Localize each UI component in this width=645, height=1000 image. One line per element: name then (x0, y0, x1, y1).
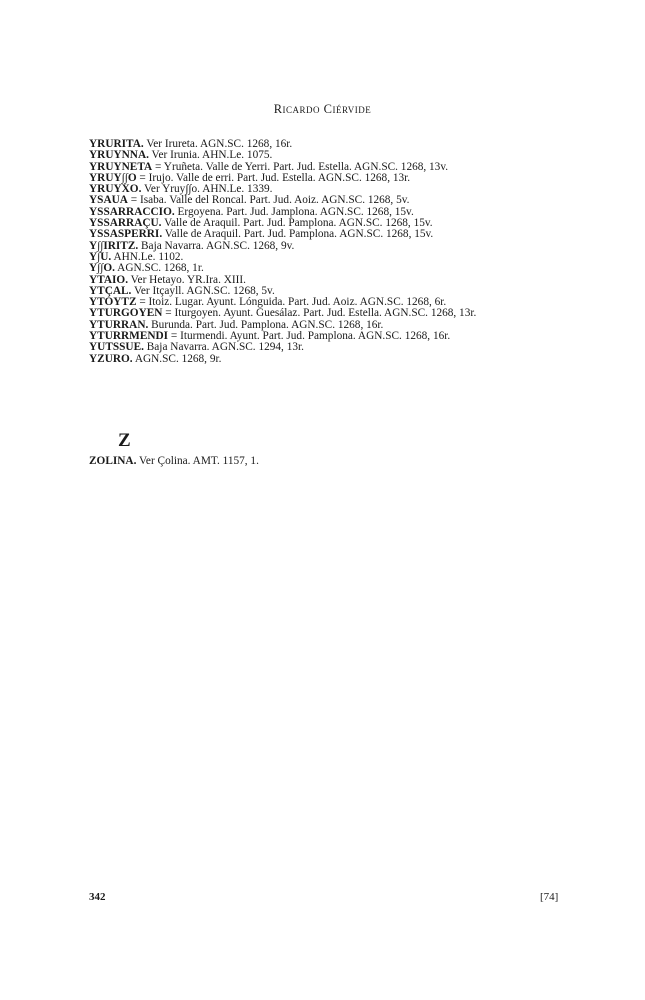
entry-text: = Iturmendi. Ayunt. Part. Jud. Pamplona. AGN.SC. 1268, 16r. (168, 330, 451, 343)
entry-text: AGN.SC. 1268, 1r. (114, 262, 204, 275)
entry-text: Ver Yruy∫∫o. AHN.Le. 1339. (141, 183, 273, 196)
entry-text: Ver Çolina. AMT. 1157, 1. (136, 455, 259, 467)
entry-text: Ver Irunia. AHN.Le. 1075. (148, 149, 273, 162)
entry-headword: YZURO. (89, 352, 133, 365)
entry-headword: YTURRAN. (89, 318, 149, 331)
entry-text: = Irujo. Valle de erri. Part. Jud. Estella. AGN.SC. 1268, 13r. (136, 171, 411, 184)
entry-headword: YUTSSUE. (89, 341, 144, 354)
entry-text: = Yruñeta. Valle de Yerri. Part. Jud. Estella. AGN.SC. 1268, 13v. (152, 160, 449, 173)
entry-headword: YTOYTZ (89, 296, 137, 309)
entry-headword: YSSARRACCIO. (89, 205, 175, 218)
entry-text: Baja Navarra. AGN.SC. 1268, 9v. (138, 239, 295, 252)
entry-headword: ZOLINA. (89, 455, 137, 467)
entry-text: = Isaba. Valle del Roncal. Part. Jud. Aoiz. AGN.SC. 1268, 5v. (127, 194, 410, 207)
entry-headword: YSSARRAÇU. (89, 217, 162, 230)
entry-text: Ver Hetayo. YR.Ira. XIII. (128, 273, 246, 286)
entry-headword: YSSASPERRI. (89, 228, 163, 241)
entry-text: Baja Navarra. AGN.SC. 1294, 13r. (143, 341, 304, 354)
bracket-page-number: [74] (540, 891, 559, 903)
entry-headword: YTURRMENDI (89, 330, 169, 343)
entry-headword: YTAIO. (89, 273, 129, 286)
entry-headword: YSAUA (89, 194, 128, 207)
entry-text: = Iturgoyen. Ayunt. Guesálaz. Part. Jud. Estella. AGN.SC. 1268, 13r. (162, 307, 477, 320)
entry-text: AGN.SC. 1268, 9r. (132, 352, 222, 365)
entry-text: Ver Itçayll. AGN.SC. 1268, 5v. (131, 284, 275, 297)
entry-headword: Y∫U. (89, 250, 112, 263)
section-letter: Z (118, 430, 131, 451)
entry-headword: Y∫∫IRITZ. (89, 239, 139, 252)
entry-headword: YRUYNNA. (89, 149, 149, 162)
entry-text: Burunda. Part. Jud. Pamplona. AGN.SC. 1268, 16r. (148, 318, 384, 331)
entry-headword: YRUYXO. (89, 183, 142, 196)
running-head: Ricardo Ciérvide (273, 102, 372, 116)
entry (89, 354, 589, 365)
entry (89, 456, 589, 467)
entry-headword: Y∫∫O. (89, 262, 115, 275)
entry-headword: YRUY∫∫O (89, 171, 137, 184)
entry-headword: YTURGOYEN (89, 307, 163, 320)
entry-text: Valle de Araquil. Part. Jud. Pamplona. AGN.SC. 1268, 15v. (162, 228, 434, 241)
entry-text: AHN.Le. 1102. (111, 250, 184, 263)
entry-text: Valle de Araquil. Part. Jud. Pamplona. AGN.SC. 1268, 15v. (161, 217, 433, 230)
entry-text: Ver Irureta. AGN.SC. 1268, 16r. (143, 138, 293, 150)
entry-headword: YTÇAL. (89, 284, 132, 297)
entry-text: Ergoyena. Part. Jud. Jamplona. AGN.SC. 1268, 15v. (174, 205, 414, 218)
entry-headword: YRURITA. (89, 138, 144, 150)
entry-list (89, 139, 589, 365)
page-number: 342 (89, 891, 106, 903)
entry-text: = Itoiz. Lugar. Ayunt. Lónguida. Part. Jud. Aoiz. AGN.SC. 1268, 6r. (136, 296, 447, 309)
entry-list-z (89, 456, 589, 467)
entry-headword: YRUYNETA (89, 160, 153, 173)
